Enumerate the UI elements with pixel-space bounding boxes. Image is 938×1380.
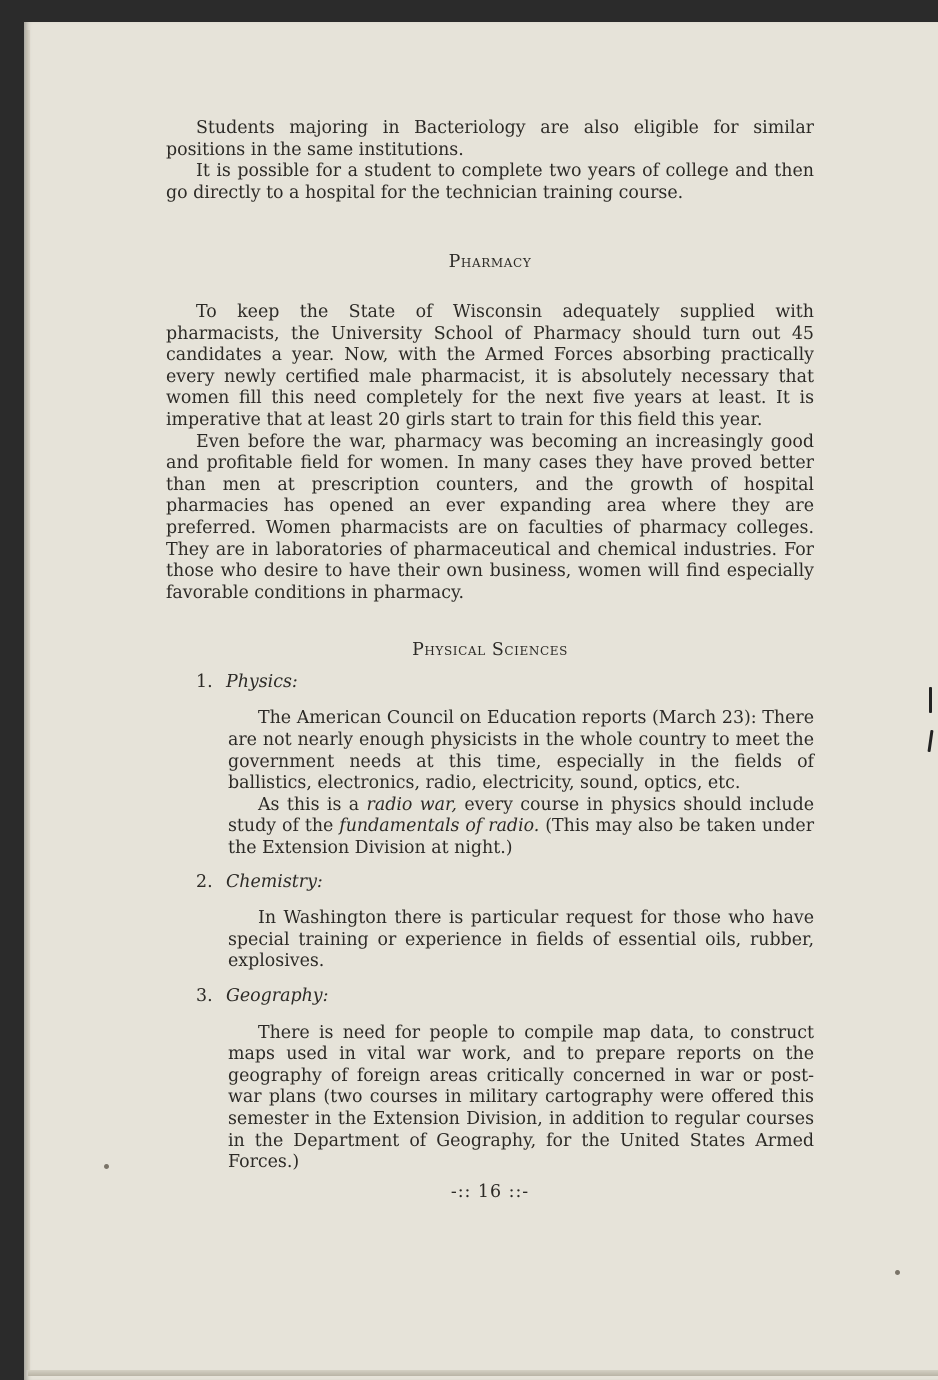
page-edge-left <box>26 30 30 1370</box>
section-heading-physical-sciences: Physical Sciences <box>412 640 568 661</box>
pharmacy-paragraph-2: Even before the war, pharmacy was becoming an increasingly good and profitable field for women. In many cases they have proved better than men at prescription counters, and the growth of hospital pharmacies has opened an ever expanding area where they are preferred. Women pharmacists are on faculties of pharmacy colleges. They are in laboratories of pharmaceutical and chemical industries. For those who desire to have their own business, women will find especially favorable conditions in pharmacy. <box>166 431 814 603</box>
list-number: 1. <box>196 671 213 692</box>
text-run: As this is a <box>258 794 367 815</box>
geography-paragraph-1: There is need for people to compile map data, to construct maps used in vital war work, and to prepare reports on the geography of foreign areas critically concerned in war or post-war plans (two courses in military cartography were offered this semester in the Extension Division, in addition to regular courses in the Department of Geography, for the United States Armed Forces.) <box>228 1022 814 1173</box>
page-edge-bottom <box>28 1370 938 1376</box>
list-item-geography-body <box>228 1023 814 1174</box>
list-title: Physics: <box>226 671 298 692</box>
chemistry-paragraph-1: In Washington there is particular request for those who have special training or experience in fields of essential oils, rubber, explosives. <box>228 908 814 972</box>
list-number: 2. <box>196 871 213 892</box>
pencil-mark <box>929 687 932 713</box>
paper-speck <box>104 1164 109 1169</box>
intro-paragraph-1: Students majoring in Bacteriology are also eligible for similar positions in the same institutions. <box>166 118 814 160</box>
list-item-chemistry-body <box>228 908 814 973</box>
document-page <box>24 22 938 1380</box>
list-item-physics-heading <box>196 672 814 694</box>
text-run: (This may also be taken under the Extension Division at night.) <box>228 816 815 859</box>
text-run: every course in physics should include study of the <box>228 794 814 837</box>
list-item-physics-body <box>228 708 814 859</box>
list-number: 3. <box>196 986 213 1006</box>
page-text <box>166 118 814 1203</box>
list-title: Geography: <box>226 986 329 1006</box>
paper-speck <box>895 1270 900 1275</box>
emphasis-text: fundamentals of radio. <box>339 816 540 837</box>
pharmacy-paragraph-1: To keep the State of Wisconsin adequately supplied with pharmacists, the University School of Pharmacy should turn out 45 candidates a year. Now, with the Armed Forces absorbing practically every newly certified male pharmacist, it is absolutely necessary that women fill this need completely for the next five years at least. It is imperative that at least 20 girls start to train for this field this year. <box>166 301 814 430</box>
page-number: -:: 16 ::- <box>450 1181 530 1202</box>
physics-paragraph-2 <box>228 795 814 860</box>
physics-paragraph-1: The American Council on Education reports (March 23): There are not nearly enough physicists in the whole country to meet the government needs at this time, especially in the fields of ballistics, electronics, radio, electricity, sound, optics, etc. <box>228 708 814 794</box>
pencil-mark <box>927 730 933 752</box>
emphasis-text: radio war, <box>366 794 457 815</box>
intro-paragraph-2: It is possible for a student to complete two years of college and then go directly to a hospital for the technician training course. <box>166 161 814 203</box>
section-heading-pharmacy: Pharmacy <box>448 252 532 273</box>
list-title: Chemistry: <box>226 871 323 892</box>
list-item-geography-heading <box>196 986 814 1008</box>
list-item-chemistry-heading <box>196 872 814 894</box>
